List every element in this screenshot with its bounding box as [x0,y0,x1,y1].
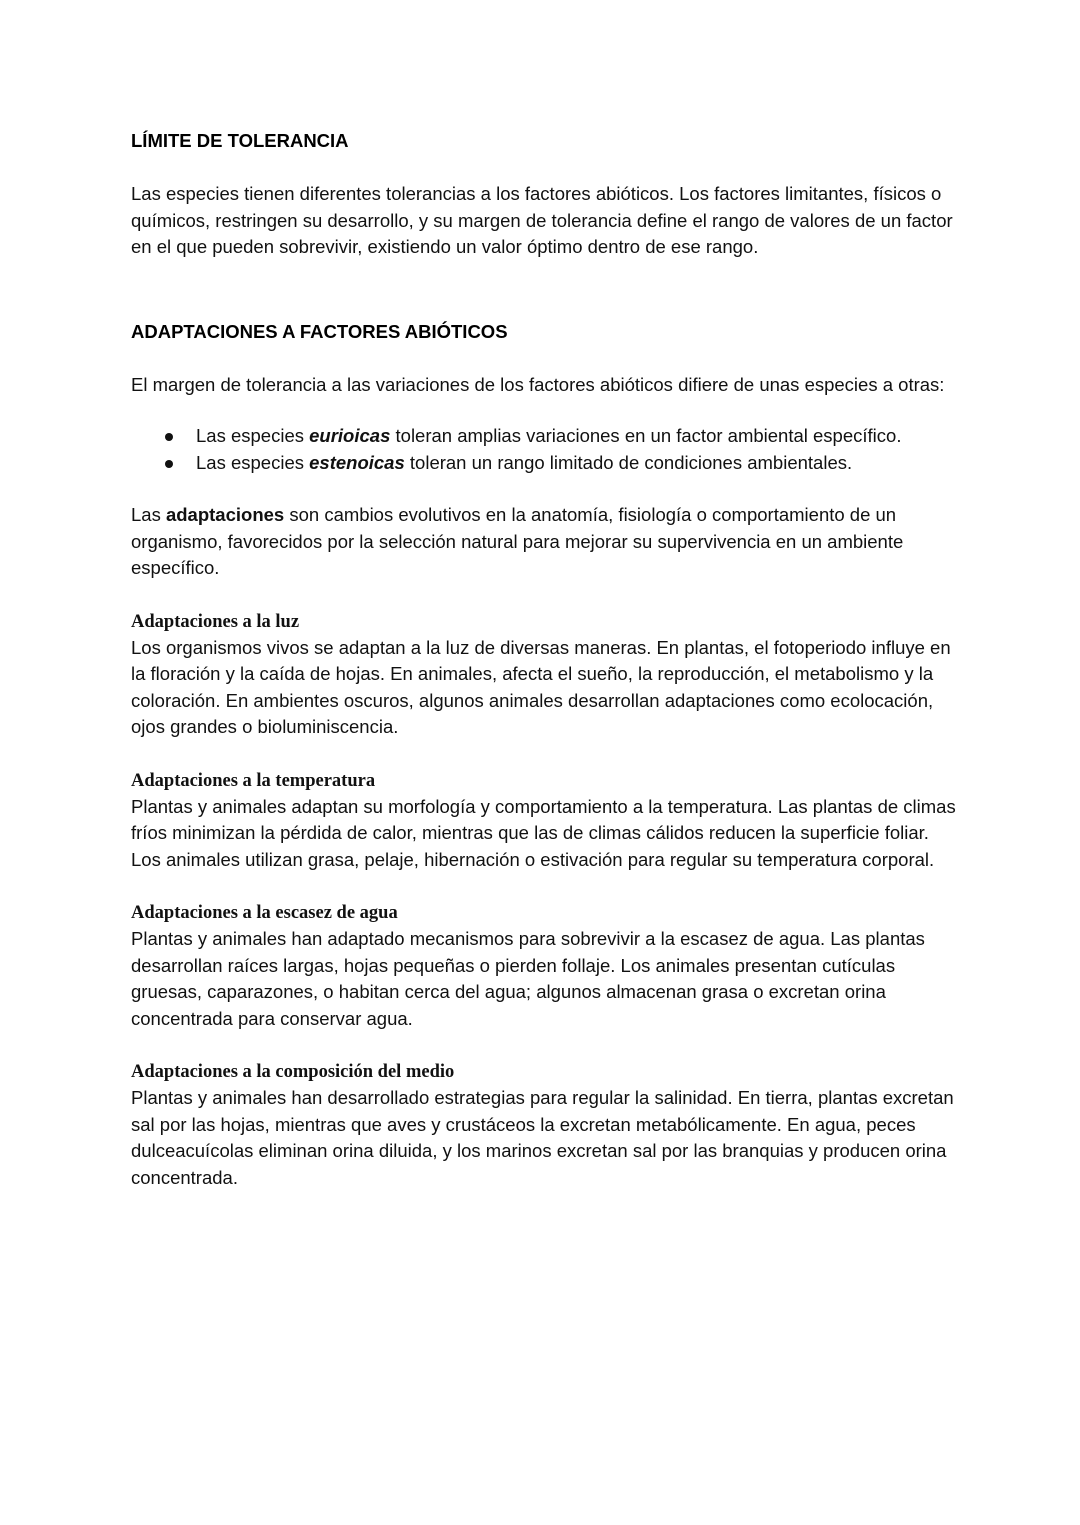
term-eurioicas: eurioicas [309,425,391,446]
subheading-luz: Adaptaciones a la luz [131,611,300,632]
bullet-dot-icon [165,460,173,468]
bullet-item-estenoicas: Las especies estenoicas toleran un rango limitado de condiciones ambientales. [131,450,961,477]
bullet-dot-icon [165,433,173,441]
paragraph-limite-tolerancia: Las especies tienen diferentes tolerancias a los factores abióticos. Los factores limitantes, físicos o químicos, restringen su desarrollo, y su margen de tolerancia define el rango de valores de un factor en el que pueden sobrevivir, existiendo un valor óptimo dentro de ese rango. [131,183,953,257]
heading-limite-tolerancia: LÍMITE DE TOLERANCIA [131,130,349,151]
term-estenoicas: estenoicas [309,451,405,473]
paragraph-escasez-agua: Plantas y animales han adaptado mecanismos para sobrevivir a la escasez de agua. Las plantas desarrollan raíces largas, hojas pequeñas o pierden follaje. Los animales presentan cutículas gruesas, caparazones, o habitan cerca del agua; algunos almacenan grasa o excretan orina concentrada para conservar agua. [131,928,925,1029]
subheading-temperatura: Adaptaciones a la temperatura [131,770,376,791]
heading-adaptaciones-factores-abioticos: ADAPTACIONES A FACTORES ABIÓTICOS [131,320,508,342]
paragraph-composicion-medio: Plantas y animales han desarrollado estrategias para regular la salinidad. En tierra, plantas excretan sal por las hojas, mientras que aves y crustáceos la excretan metabólicamente. En agua, peces dulceacuícolas eliminan orina diluida, y los marinos excretan sal por las branquias y producen orina concentrada. [131,1087,954,1188]
subheading-escasez-agua: Adaptaciones a la escasez de agua [131,903,398,923]
paragraph-adaptaciones: Las adaptaciones son cambios evolutivos en la anatomía, fisiología o comportamiento de un organismo, favorecidos por la selección natural para mejorar su supervivencia en un ambiente específico. [131,504,904,578]
term-adaptaciones: adaptaciones [165,504,285,525]
paragraph-temperatura: Plantas y animales adaptan su morfología y comportamiento a la temperatura. Las plantas de climas fríos minimizan la pérdida de calor, mientras que las de climas cálidos reducen la superficie foliar. Los animales utilizan grasa, pelaje, hibernación o estivación para regular su temperatura corporal. [131,795,956,870]
bullet-item-eurioicas: Las especies eurioicas toleran amplias variaciones en un factor ambiental específico. [131,423,961,450]
paragraph-luz: Los organismos vivos se adaptan a la luz de diversas maneras. En plantas, el fotoperiodo influye en la floración y la caída de hojas. En animales, afecta el sueño, la reproducción, el metabolismo y la coloración. En ambientes oscuros, algunos animales desarrollan adaptaciones como ecolocación, ojos grandes o bioluminiscencia. [131,636,951,737]
bullet-list-especies [131,423,961,476]
subheading-composicion-medio: Adaptaciones a la composición del medio [131,1062,455,1082]
document-page [131,128,961,1191]
paragraph-margen-tolerancia: El margen de tolerancia a las variaciones de los factores abióticos difiere de unas especies a otras: [131,373,945,395]
